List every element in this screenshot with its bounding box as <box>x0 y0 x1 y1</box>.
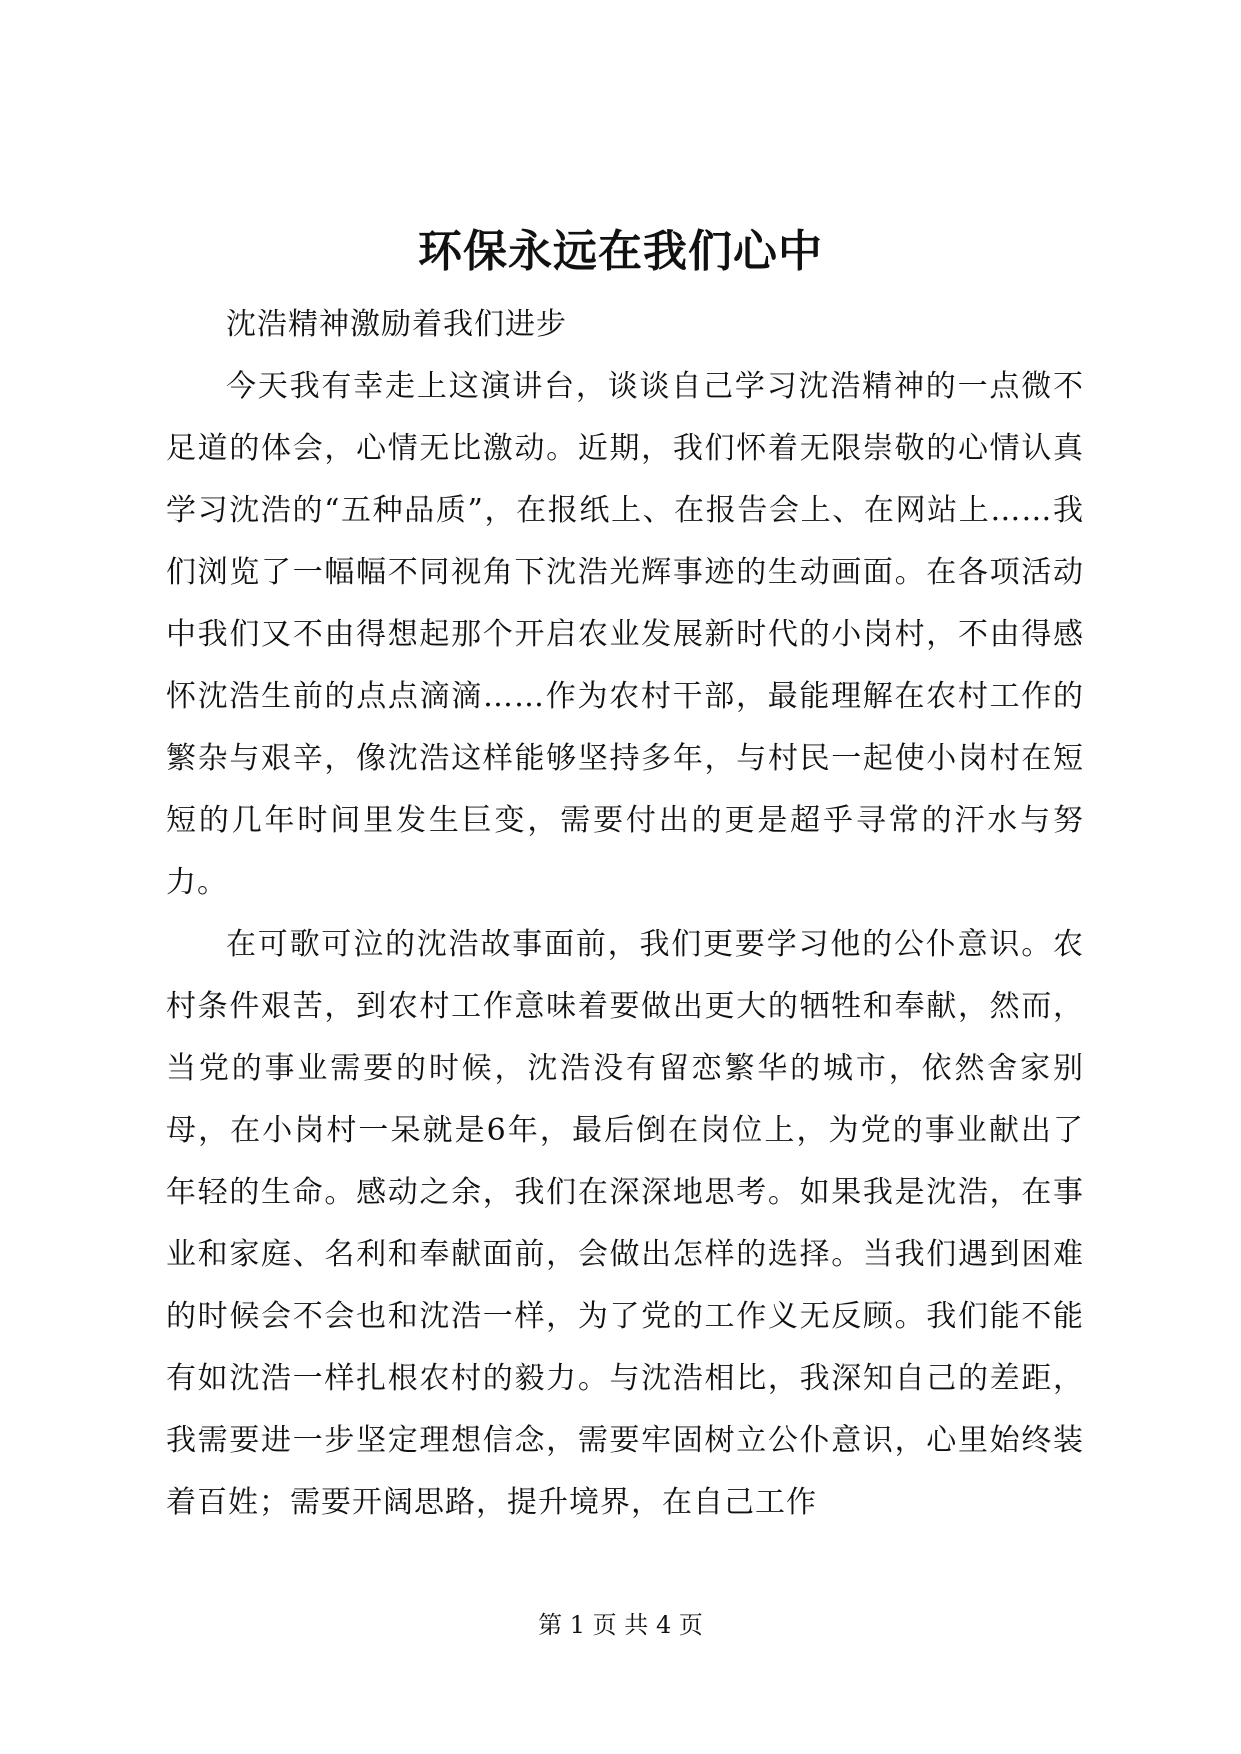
document-subtitle: 沈浩精神激励着我们进步 <box>226 307 567 342</box>
document-title: 环保永远在我们心中 <box>418 226 823 277</box>
paragraph-1: 今天我有幸走上这演讲台，谈谈自己学习沈浩精神的一点微不足道的体会，心情无比激动。近期，我们怀着无限崇敬的心情认真学习沈浩的“五种品质”，在报纸上、在报告会上、在网站上……我们浏览了一幅幅不同视角下沈浩光辉事迹的生动画面。在各项活动中我们又不由得想起那个开启农业发展新时代的小岗村，不由得感怀沈浩生前的点点滴滴……作为农村干部，最能理解在农村工作的繁杂与艰辛，像沈浩这样能够坚持多年，与村民一起使小岗村在短短的几年时间里发生巨变，需要付出的更是超乎寻常的汗水与努力。 <box>166 369 1084 900</box>
paragraph-2: 在可歌可泣的沈浩故事面前，我们更要学习他的公仆意识。农村条件艰苦，到农村工作意味着要做出更大的牺牲和奉献，然而，当党的事业需要的时候，沈浩没有留恋繁华的城市，依然舍家别母，在小岗村一呆就是6年，最后倒在岗位上，为党的事业献出了年轻的生命。感动之余，我们在深深地思考。如果我是沈浩，在事业和家庭、名利和奉献面前，会做出怎样的选择。当我们遇到困难的时候会不会也和沈浩一样，为了党的工作义无反顾。我们能不能有如沈浩一样扎根农村的毅力。与沈浩相比，我深知自己的差距，我需要进一步坚定理想信念，需要牢固树立公仆意识，心里始终装着百姓；需要开阔思路，提升境界，在自己工作 <box>166 927 1084 1520</box>
page-footer: 第 1 页 共 4 页 <box>538 1611 703 1639</box>
document-body <box>166 294 1084 1534</box>
